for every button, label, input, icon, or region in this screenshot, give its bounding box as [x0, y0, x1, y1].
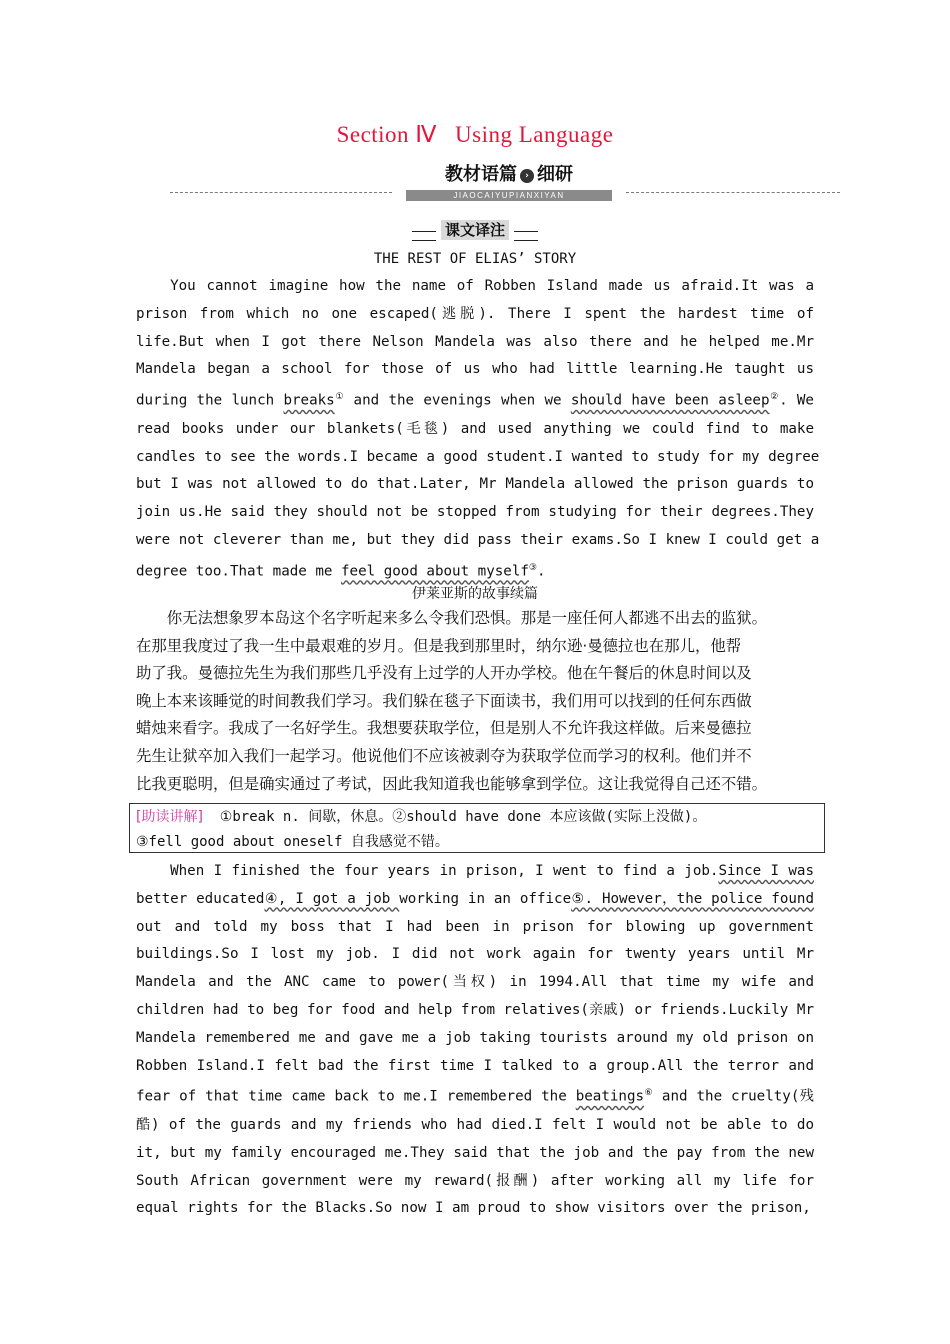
translation-line: 你无法想象罗本岛这个名字听起来多么令我们恐惧。那是一座任何人都逃不出去的监狱。 [166, 609, 768, 627]
text-line: life.But when I got there Nelson Mandela was also there and he helped me.Mr [136, 333, 814, 350]
divider-left [170, 192, 392, 193]
text-line: Mandela remembered me and gave me a job taking tourists around my old prison on [136, 1029, 814, 1046]
notes-tag: [助读讲解] [136, 809, 203, 825]
chevron-right-icon: › [520, 169, 534, 183]
section-heading [0, 122, 950, 148]
text-line: out and told my boss that I had been in prison for blowing up government [136, 918, 814, 935]
text-line: read books under our blankets(毛毯) and used anything we could find to make [136, 420, 814, 437]
text-line: but I was not allowed to do that.Later, Mr Mandela allowed the prison guards to [136, 476, 814, 493]
text-line: equal rights for the Blacks.So now I am proud to show visitors over the prison, [136, 1200, 811, 1217]
english-paragraph-1 [136, 273, 820, 586]
section-banner [170, 162, 840, 204]
subhead-bar-right [514, 231, 538, 241]
sub-heading-label: 课文译注 [441, 220, 509, 240]
notes-line-2: ③fell good about oneself 自我感觉不错。 [136, 834, 449, 850]
divider-right [626, 192, 840, 193]
story-title: THE REST OF ELIAS’ STORY [373, 251, 577, 267]
translation-line: 助了我。曼德拉先生为我们那些几乎没有上过学的人开办学校。他在午餐后的休息时间以及 [136, 664, 752, 683]
chinese-translation [136, 605, 820, 798]
text-line: it, but my family encouraged me.They said that the job and the pay from the new [136, 1144, 814, 1161]
subhead-bar-left [412, 231, 436, 241]
translation-line: 晚上本来该睡觉的时间教我们学习。我们躲在毯子下面读书，我们用可以找到的任何东西做 [136, 691, 752, 710]
translation-line: 在那里我度过了我一生中最艰难的岁月。但是我到那里时，纳尔逊·曼德拉也在那儿，他帮 [136, 636, 742, 655]
banner-box [396, 162, 622, 204]
translation-line: 蜡烛来看字。我成了一名好学生。我想要获取学位，但是别人不允许我这样做。后来曼德拉 [136, 719, 752, 738]
text-line: Robben Island.I felt bad the first time I talked to a group.All the terror and [136, 1057, 814, 1074]
text-line: fear of that time came back to me.I remembered the beatings⑥ and the cruelty(残 [136, 1088, 814, 1106]
text-line: were not cleverer than me, but they did pass their exams.So I knew I could get a [136, 531, 820, 548]
text-line: When I finished the four years in prison, I went to find a job.Since I was [170, 863, 814, 879]
translation-line: 先生让狱卒加入我们一起学习。他说他们不应该被剥夺为获取学位而学习的权利。他们并不 [136, 746, 752, 765]
text-line: better educated④, I got a job working in an office⑤. However，the police found [136, 890, 815, 907]
text-line: South African government were my reward(报酬) after working all my life for [136, 1172, 814, 1189]
text-line: buildings.So I lost my job. I did not work again for twenty years until Mr [136, 946, 814, 963]
section-title: Using Language [455, 122, 614, 147]
text-line: join us.He said they should not be stopped from studying for their degrees.They [136, 504, 814, 521]
banner-right-text: 细研 [537, 164, 573, 185]
sub-heading [410, 220, 540, 242]
text-line: prison from which no one escaped(逃脱). There I spent the hardest time of [136, 305, 814, 322]
reading-notes-box [129, 803, 825, 853]
text-line: You cannot imagine how the name of Robben Island made us afraid.It was a [170, 278, 814, 294]
english-paragraph-2 [136, 858, 814, 1223]
banner-left-text: 教材语篇 [445, 164, 517, 185]
translation-line: 比我更聪明，但是确实通过了考试，因此我知道我也能够拿到学位。这让我觉得自己还不错。 [136, 774, 768, 793]
text-line: during the lunch breaks① and the evenings when we should have been asleep②. We [136, 392, 814, 409]
text-line: Mandela began a school for those of us who had little learning.He taught us [136, 361, 814, 378]
text-line: children had to beg for food and help from relatives(亲戚) or friends.Luckily Mr [136, 1001, 814, 1018]
text-line: candles to see the words.I became a good student.I wanted to study for my degree [136, 448, 820, 465]
text-line: degree too.That made me feel good about myself③. [136, 562, 546, 580]
text-line: 酷) of the guards and my friends who had died.I felt I would not be able to do [136, 1116, 814, 1133]
section-label: Section Ⅳ [336, 122, 438, 147]
text-line: Mandela and the ANC came to power(当权) in 1994.All that time my wife and [136, 974, 814, 991]
notes-line-1: ①break n. 间歇，休息。②should have done 本应该做(实际上没做)。 [219, 809, 707, 825]
translation-title: 伊莱亚斯的故事续篇 [412, 586, 538, 602]
banner-pinyin: JIAOCAIYUPIANXIYAN [406, 190, 612, 201]
